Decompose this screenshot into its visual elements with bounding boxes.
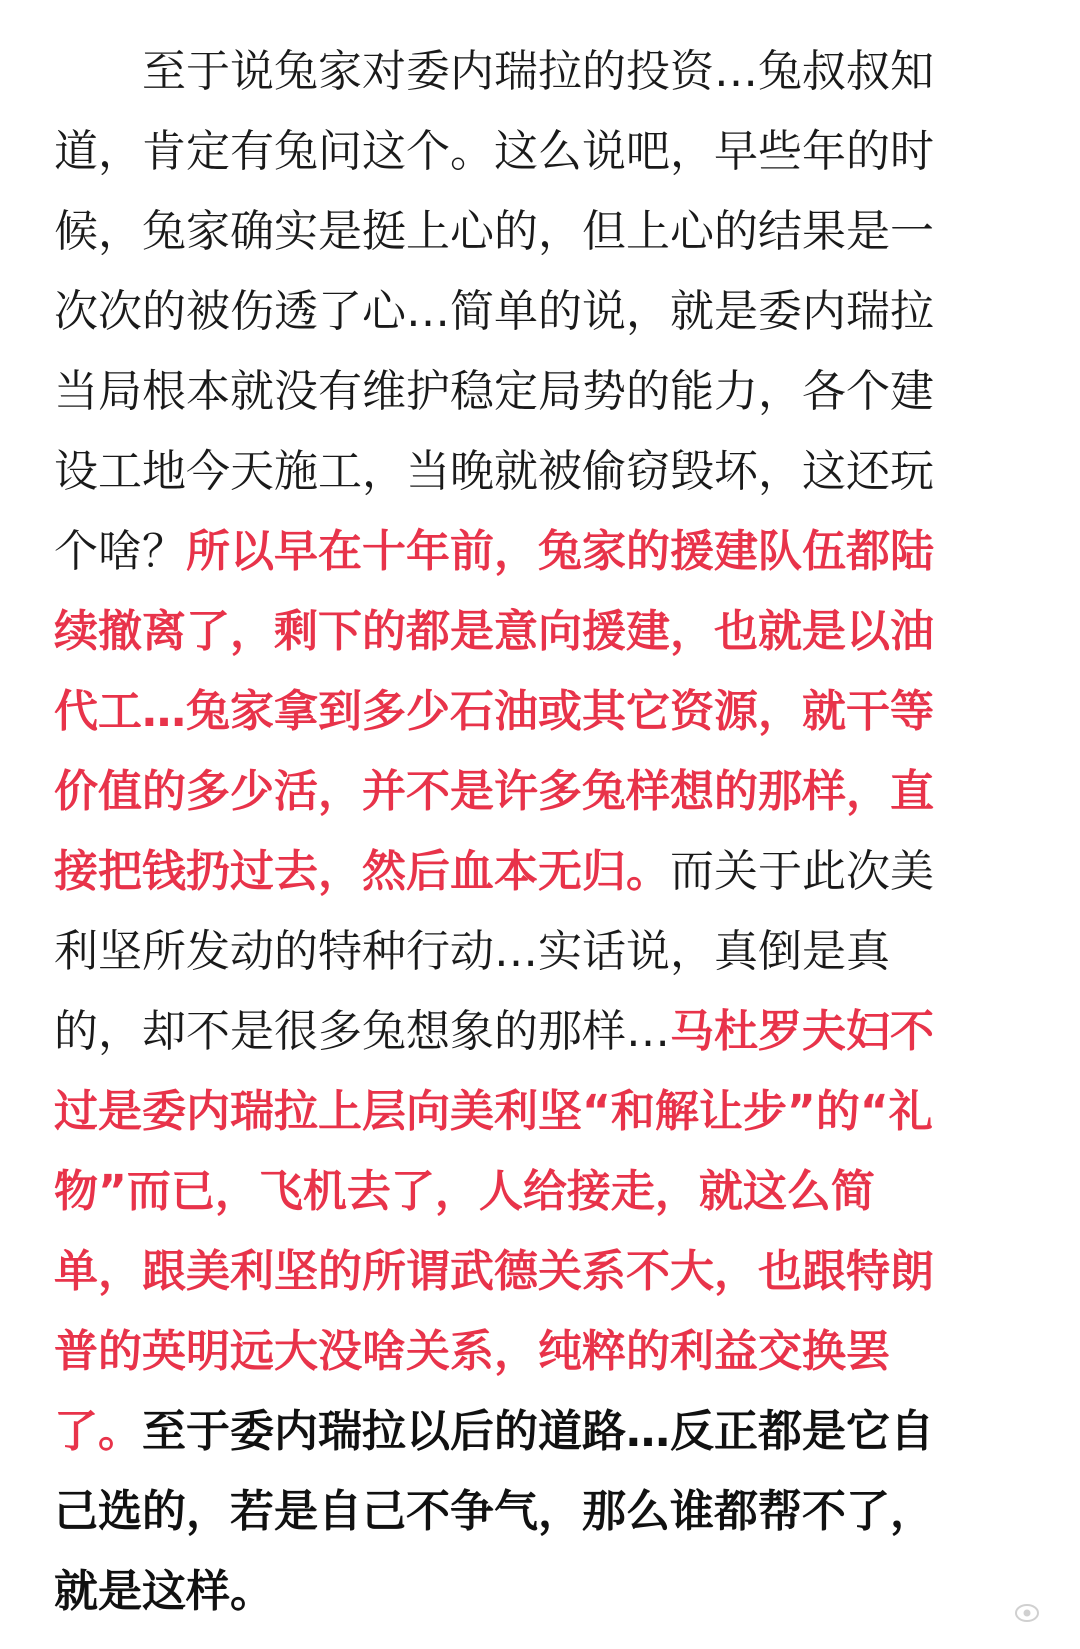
weibo-eye-icon (1014, 1599, 1040, 1625)
article-line (54, 832, 1054, 912)
article-line (54, 32, 1054, 112)
body-text: 利坚所发动的特种行动…实话说，真倒是真 (54, 926, 890, 977)
article-line (54, 1392, 1054, 1472)
body-text: 当局根本就没有维护稳定局势的能力，各个建 (54, 366, 934, 417)
body-text: 个啥？ (54, 526, 186, 577)
body-text: 的，却不是很多兔想象的那样… (54, 1006, 670, 1057)
body-text: 设工地今天施工，当晚就被偷窃毁坏，这还玩 (54, 446, 934, 497)
highlighted-text: 接把钱扔过去，然后血本无归。 (54, 846, 670, 897)
article-line (54, 192, 1054, 272)
body-text: 至于说兔家对委内瑞拉的投资…兔叔叔知 (54, 46, 934, 97)
watermark (1014, 1599, 1040, 1625)
highlighted-text: 所以早在十年前，兔家的援建队伍都陆 (186, 526, 934, 577)
highlighted-text: 单，跟美利坚的所谓武德关系不大，也跟特朗 (54, 1246, 934, 1297)
article-line (54, 112, 1054, 192)
article-line (54, 592, 1054, 672)
bold-text: 就是这样。 (54, 1566, 274, 1617)
highlighted-text: 价值的多少活，并不是许多兔样想的那样，直 (54, 766, 934, 817)
highlighted-text: 物”而已，飞机去了，人给接走，就这么简 (54, 1166, 875, 1217)
article-body (54, 32, 1054, 1632)
highlighted-text: 了。 (54, 1406, 142, 1457)
bold-text: 己选的，若是自己不争气，那么谁都帮不了， (54, 1486, 934, 1537)
article-line (54, 912, 1054, 992)
article-line (54, 1152, 1054, 1232)
article-line (54, 272, 1054, 352)
article-line (54, 1232, 1054, 1312)
article-line (54, 432, 1054, 512)
highlighted-text: 代工…兔家拿到多少石油或其它资源，就干等 (54, 686, 934, 737)
highlighted-text: 马杜罗夫妇不 (670, 1006, 934, 1057)
article-line (54, 1552, 1054, 1632)
highlighted-text: 续撤离了，剩下的都是意向援建，也就是以油 (54, 606, 934, 657)
article-line (54, 752, 1054, 832)
article-line (54, 992, 1054, 1072)
bold-text: 至于委内瑞拉以后的道路…反正都是它自 (142, 1406, 934, 1457)
article-line (54, 672, 1054, 752)
highlighted-text: 普的英明远大没啥关系，纯粹的利益交换罢 (54, 1326, 890, 1377)
body-text: 候，兔家确实是挺上心的，但上心的结果是一 (54, 206, 934, 257)
highlighted-text: 过是委内瑞拉上层向美利坚“和解让步”的“礼 (54, 1086, 933, 1137)
article-line (54, 1472, 1054, 1552)
article-line (54, 352, 1054, 432)
article-line (54, 1312, 1054, 1392)
body-text: 而关于此次美 (670, 846, 934, 897)
article-line (54, 1072, 1054, 1152)
body-text: 道，肯定有兔问这个。这么说吧，早些年的时 (54, 126, 934, 177)
article-line (54, 512, 1054, 592)
body-text: 次次的被伤透了心…简单的说，就是委内瑞拉 (54, 286, 934, 337)
